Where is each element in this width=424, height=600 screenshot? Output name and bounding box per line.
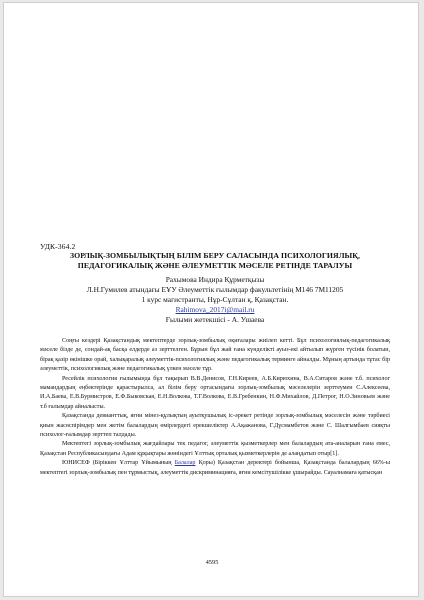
document-page [3, 2, 419, 597]
supervisor-line: Ғылыми жетекшісі - А. Ушаева [165, 315, 265, 324]
paragraph-5-start: ЮНИСЕФ (Біріккен Ұлттар Ұйымының [62, 460, 175, 467]
children-link[interactable]: Балалар [174, 460, 196, 467]
title-line-2: ПЕДАГОГИКАЛЫҚ ЖӘНЕ ӘЛЕУМЕТТІК МӘСЕЛЕ РЕТІНДЕ ТАРАЛУЫ [77, 260, 353, 270]
udk-code: УДК-364.2 [40, 242, 76, 251]
paragraph-5-end: Қоры) Қазақстан деректері бойынша, Қазақстанда балалардың 66%-ы мектептегі зорлық-зомбылық пен тұрмыстық, әлеуметтік дискриминацияға, яғни кемсітушілікке ұшырайды. Сауалнамаға қатысқан [40, 460, 391, 476]
author-affiliation: Л.Н.Гумилев атындағы ЕҰУ Әлеуметтік ғылымдар факультетінің М146 7М11205 [86, 285, 344, 294]
title-line-1: ЗОРЛЫҚ-ЗОМБЫЛЫҚТЫҢ БІЛІМ БЕРУ САЛАСЫНДА ПСИХОЛОГИЯЛЫҚ, [70, 251, 360, 260]
paragraph-3: Қазақстанда девианттық, яғни мінез-құлықтың ауытқушылық іс-әрекет ретінде зорлық-зомбылық мәселесін және тәрбиесі қиын жасөспірімдер мен жетім балалардың өмірлердегі ерекшеліктер А.Ақажанова, Г.Дүсмамбетов және С. Шалгымбаев сияқты психолог-ғалымдар зерттеп талдады. [40, 413, 390, 439]
article-title [40, 251, 390, 270]
author-block [40, 275, 390, 325]
page-number: 4595 [205, 559, 219, 566]
paragraph-4: Мектептегі зорлық-зомбылық жағдайлары тек педагог, әлеуметтік қызметкерлер мен балалардың ата-аналарын ғана емес, Қазақстан Республикасындағы Адам құқықтары жөніндегі Ұлттық орталық қызметкерлерін де алаңдатып отыр[1]. [40, 441, 390, 457]
author-email-link[interactable]: Rahimova_2017i@mail.ru [175, 305, 255, 314]
author-location: 1 курс магистранты, Нұр-Сұлтан қ, Қазақстан. [141, 295, 289, 304]
article-body [40, 337, 390, 478]
paragraph-2: Ресейлік психология ғылымында бұл тақырып В.В.Денисов, Г.Н.Киреев, А.Б.Кирюхина, В.А.Ситаров және т.б. психолог мамандардың еңбектерінде қарастырылса, ал білім беру ортасындағы зорлық-зомбылық мәселелерін зерттеумен С.Алексеева, И.А.Баева, Е.В.Бурмистров, Е.Ф.Быковская, Е.Н.Волкова, Т.Г.Волкова, Е.В.Гребенкин, Н.Ф.Михайлов, Д.Петрог, Н.О.Зиновьев және т.б ғалымдар айналысты. [40, 375, 390, 410]
paragraph-5 [40, 459, 390, 478]
paragraph-1: Соңғы кездері Қазақстандық мектептерде зорлық-зомбылық оқиғалары жиілеп кетті. Бұл психологиялық-педагогикалық мәселе біздe де, сондай-ақ басқа елдерде аз зерттелген. Бұрын бұл жай ғана күнделікті ауыз-екі айтылып жүрген түсінік болатын, бірақ қазір өкінішке орай, халықаралық әлеуметтік-психологиялық және педагогикалық терминге айналды. Мұның артында тұтас бір әлеуметтік, психологиялық және педагогикалық үлкен мәселе тұр. [40, 338, 390, 373]
author-name: Рахымова Индира Құрметқызы [165, 275, 265, 284]
